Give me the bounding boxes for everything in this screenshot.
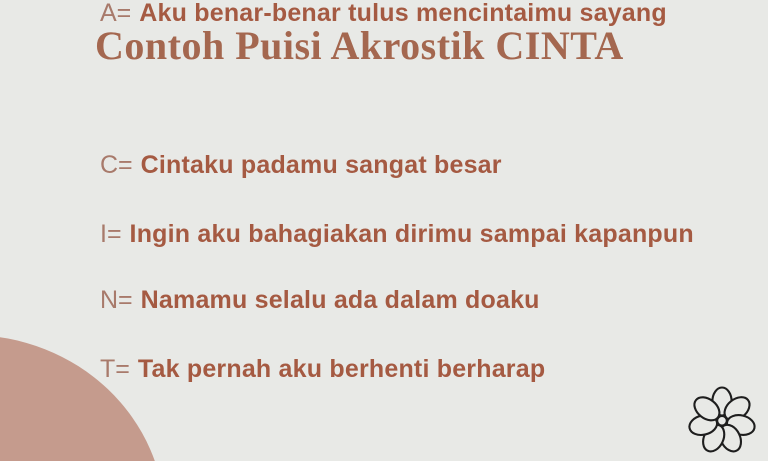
poem-line-t [100,356,545,384]
poem-line-i [100,221,694,249]
poem-line-text: Cintaku padamu sangat besar [140,151,502,179]
poem-line-text: Namamu selalu ada dalam doaku [140,286,540,314]
acrostic-letter-n: N= [100,286,133,314]
acrostic-letter-a: A= [100,0,132,27]
poem-line-text: Aku benar-benar tulus mencintaimu sayang [139,0,667,27]
poem-line-n [100,287,540,315]
acrostic-letter-t: T= [100,355,130,383]
poem-line-a [100,0,667,28]
page-title: Contoh Puisi Akrostik CINTA [95,23,624,68]
flower-doodle-icon [687,384,757,454]
acrostic-letter-c: C= [100,151,133,179]
poem-line-text: Tak pernah aku berhenti berharap [137,355,546,383]
poem-line-text: Ingin aku bahagiakan dirimu sampai kapanpun [129,220,694,248]
corner-blob-decoration [0,335,165,461]
poem-line-c [100,152,502,180]
acrostic-letter-i: I= [100,220,122,248]
